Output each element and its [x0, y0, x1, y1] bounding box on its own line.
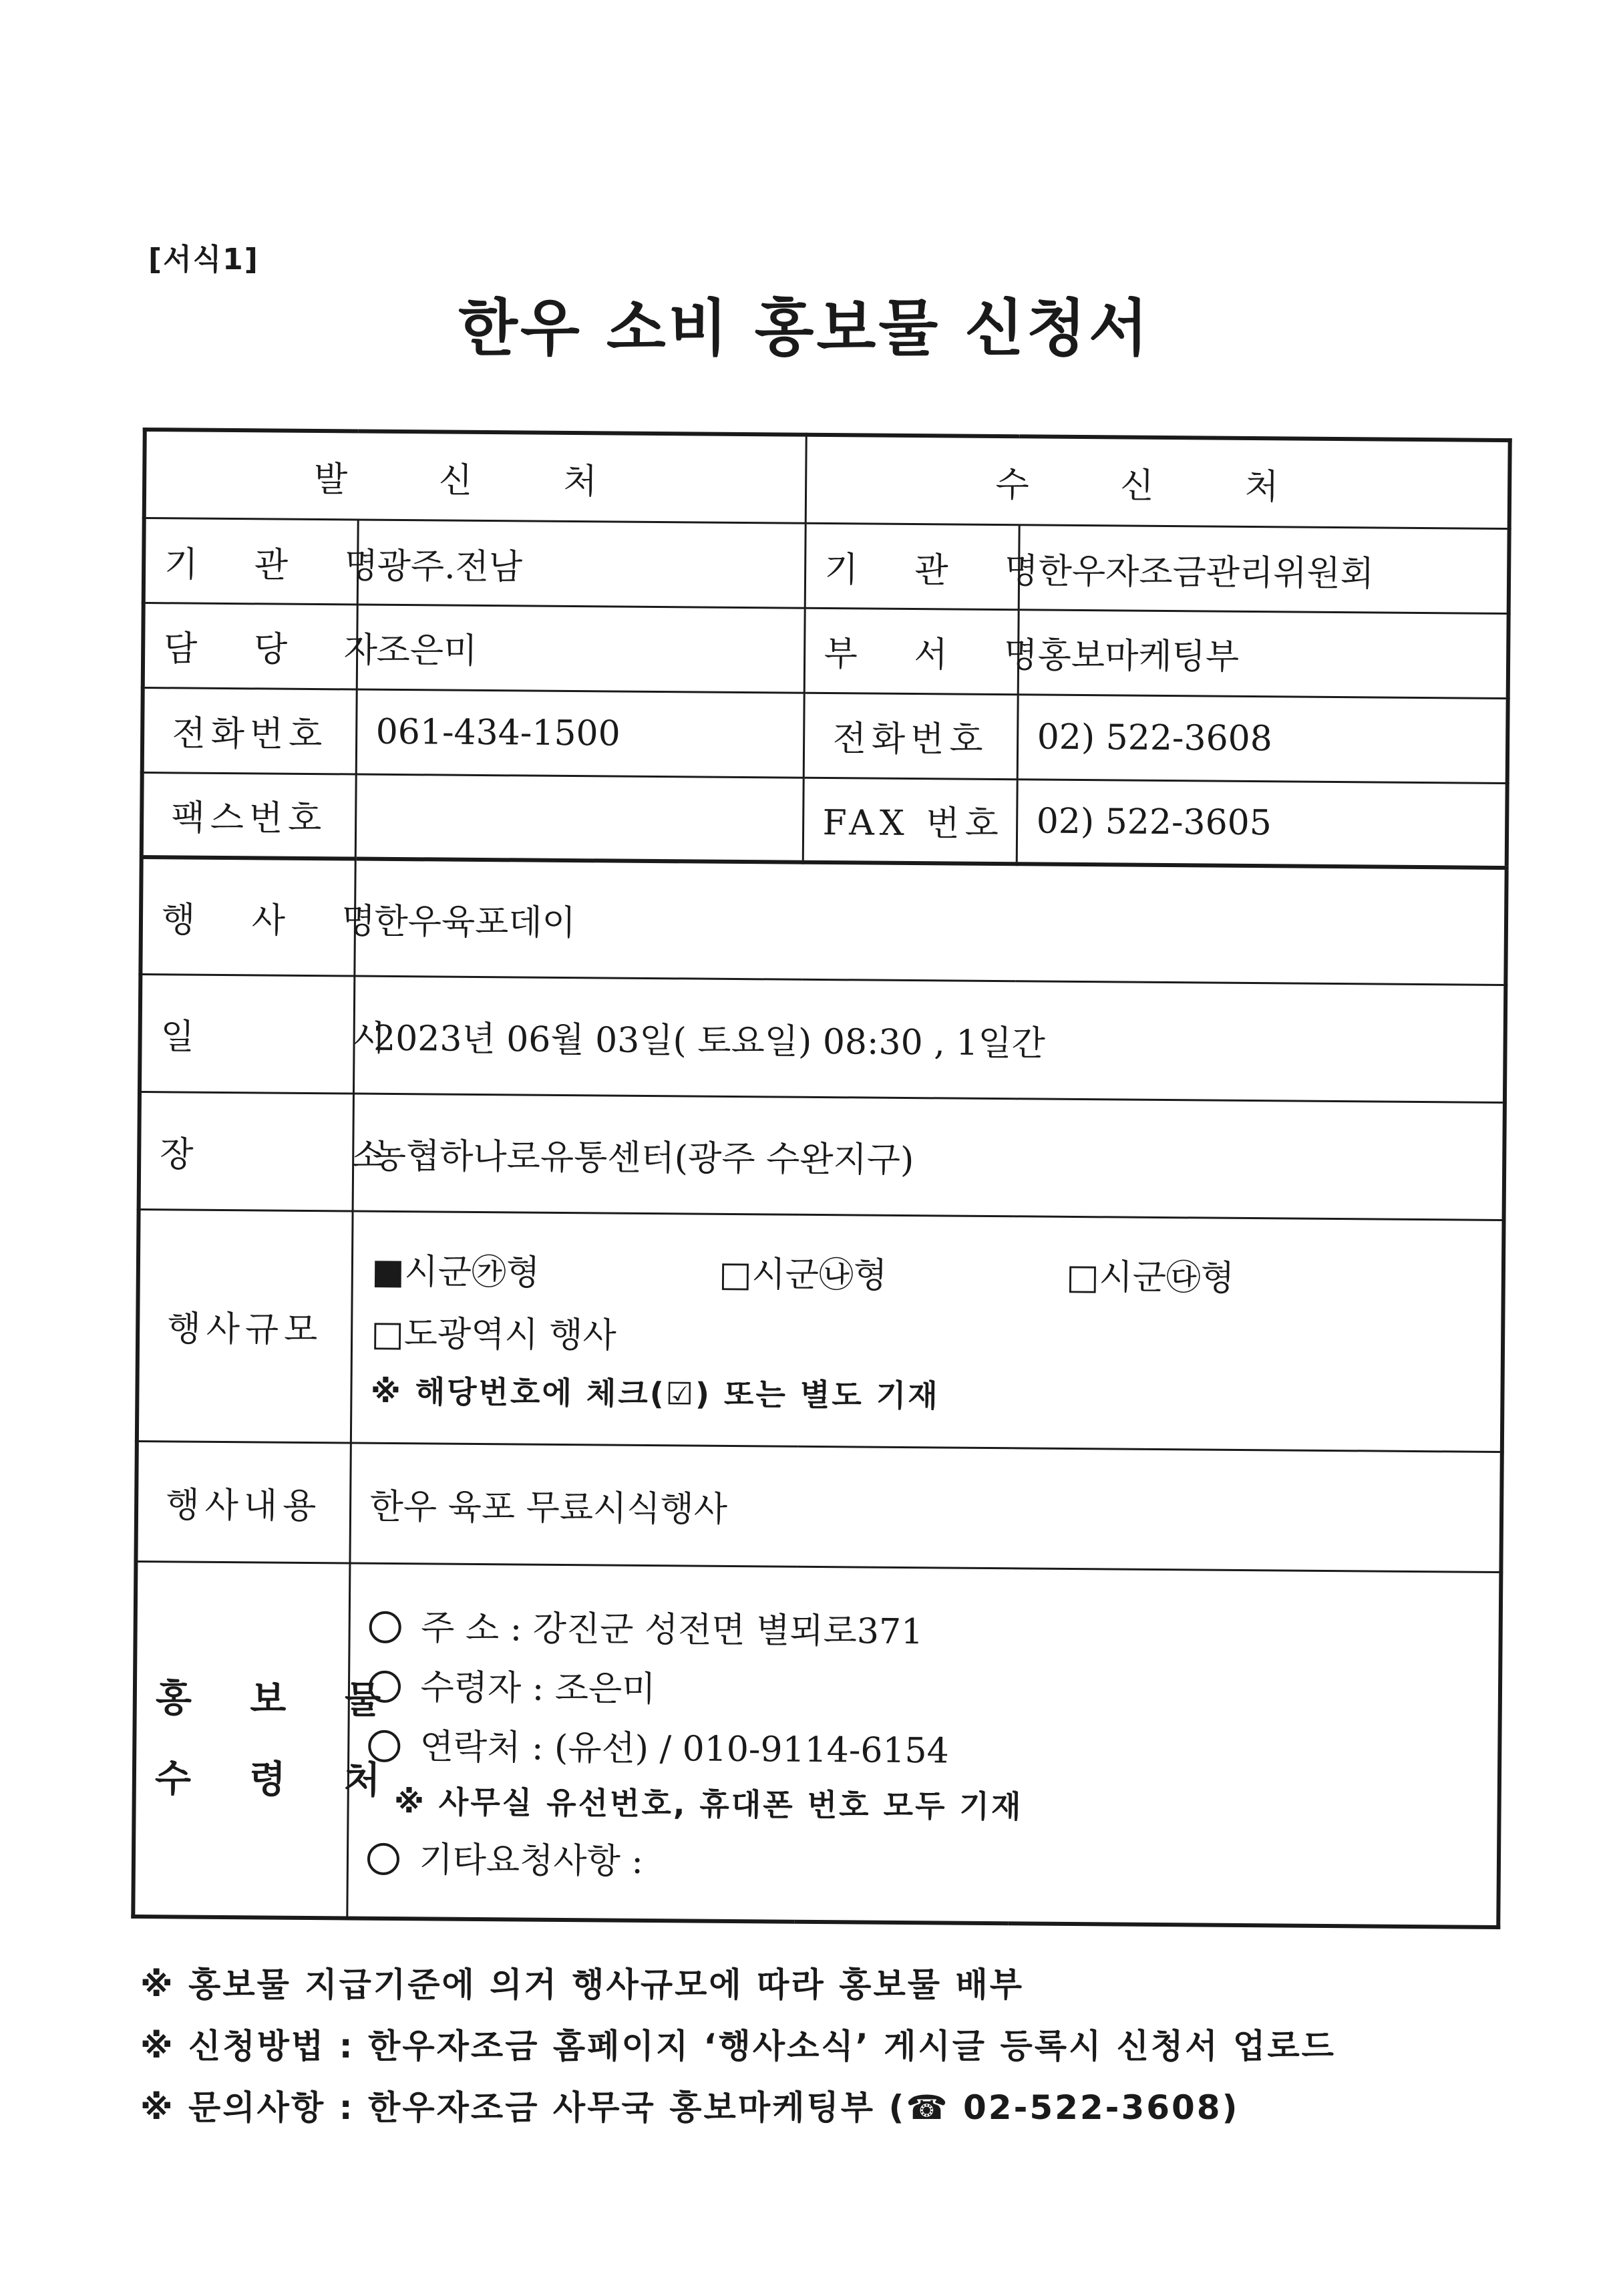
- receiver-phone-label: 전화번호: [803, 693, 1018, 779]
- recipient-other: 기타요청사항 :: [419, 1840, 644, 1882]
- recipient-details-cell: [347, 1563, 1501, 1927]
- contact-row: [143, 603, 1509, 699]
- application-form: [131, 428, 1511, 1929]
- receiver-agency-label: 기 관 명: [805, 524, 1019, 610]
- event-content-value: 한우 육포 무료시식행사: [349, 1443, 1501, 1572]
- recipient-label-line2: 수 령 처: [154, 1756, 403, 1803]
- event-scale-cell: [351, 1211, 1504, 1452]
- form-header-row: [144, 430, 1510, 529]
- receiver-fax-label: FAX 번호: [803, 778, 1017, 864]
- recipient-address: 주 소 : 강진군 성전면 별뫼로371: [420, 1608, 924, 1653]
- receiver-agency-value: 한우자조금관리위원회: [1019, 525, 1509, 613]
- circle-bullet-icon: [368, 1671, 400, 1703]
- sender-fax-value: [355, 774, 803, 862]
- recipient-label-cell: [133, 1561, 404, 1918]
- footer-note-application-method: ※ 신청방법 : 한우자조금 홈페이지 ‘행사소식’ 게시글 등록시 신청서 업로드: [140, 2027, 1336, 2066]
- footer-notes: [140, 1954, 1336, 2138]
- phone-row: [142, 687, 1508, 783]
- scale-option-si-gun-da[interactable]: □시군㉰형: [1066, 1257, 1235, 1299]
- scale-option-metro-city[interactable]: □도광역시 행사: [371, 1313, 616, 1356]
- circle-bullet-icon: [369, 1611, 401, 1643]
- sender-contact-value: 조은미: [357, 605, 805, 693]
- circle-bullet-icon: [368, 1730, 400, 1762]
- event-place-value: 농협하나로유통센터(광주 수완지구): [353, 1094, 1505, 1220]
- page-title: 한우 소비 홍보물 신청서: [458, 293, 1151, 364]
- recipient-row: [133, 1561, 1501, 1927]
- footer-note-distribution: ※ 홍보물 지급기준에 의거 행사규모에 따라 홍보물 배부: [140, 1965, 1025, 2004]
- receiver-dept-value: 홍보마케팅부: [1018, 610, 1509, 698]
- recipient-contact-line: [368, 1718, 1479, 1777]
- receiver-dept-label: 부 서 명: [804, 608, 1019, 694]
- sender-agency-value: 광주.전남: [357, 520, 806, 608]
- event-name-label: 행 사 명: [140, 857, 355, 976]
- event-place-label: 장 소: [139, 1092, 353, 1210]
- footer-note-inquiry: ※ 문의사항 : 한우자조금 사무국 홍보마케팅부 (☎ 02-522-3608): [140, 2088, 1240, 2127]
- recipient-note: ※ 사무실 유선번호, 휴대폰 번호 모두 기재: [393, 1784, 1023, 1825]
- scale-option-si-gun-ga[interactable]: ■시군㉮형: [371, 1251, 540, 1293]
- recipient-other-line: [367, 1831, 1478, 1890]
- event-datetime-row: [140, 974, 1505, 1102]
- form-number-label: [서식1]: [148, 242, 259, 277]
- event-datetime-value: 2023년 06월 03일( 토요일) 08:30 , 1일간: [353, 976, 1505, 1102]
- event-datetime-label: 일 시: [140, 974, 354, 1093]
- sender-phone-label: 전화번호: [142, 687, 357, 774]
- scale-note: ※ 해당번호에 체크(☑) 또는 별도 기재: [370, 1373, 940, 1414]
- event-name-value: 한우육포데이: [354, 858, 1506, 985]
- receiver-header: 수 신 처: [806, 435, 1510, 529]
- fax-row: [142, 772, 1507, 868]
- recipient-receiver: 수령자 : 조은미: [420, 1667, 656, 1710]
- sender-phone-value: 061-434-1500: [356, 689, 804, 778]
- sender-header: 발 신 처: [144, 430, 806, 524]
- recipient-address-line: [369, 1599, 1480, 1658]
- circle-bullet-icon: [367, 1843, 399, 1875]
- sender-fax-label: 팩스번호: [142, 772, 356, 858]
- recipient-receiver-line: [368, 1659, 1479, 1717]
- sender-contact-label: 담 당 자: [143, 603, 357, 689]
- event-place-row: [139, 1092, 1505, 1220]
- receiver-fax-value: 02) 522-3605: [1017, 779, 1507, 867]
- scale-option-si-gun-na[interactable]: □시군㉯형: [719, 1254, 888, 1296]
- event-scale-label: 행사규모: [137, 1209, 353, 1443]
- event-scale-row: [137, 1209, 1504, 1452]
- form-table: [131, 428, 1511, 1929]
- agency-row: [144, 518, 1509, 614]
- event-content-row: [136, 1442, 1501, 1573]
- event-name-row: [140, 857, 1506, 985]
- recipient-label-line1: 홍 보 물: [155, 1676, 404, 1723]
- sender-agency-label: 기 관 명: [144, 518, 358, 605]
- receiver-phone-value: 02) 522-3608: [1017, 695, 1508, 783]
- event-content-label: 행사내용: [136, 1442, 350, 1563]
- recipient-contact: 연락처 : (유선) / 010-9114-6154: [419, 1727, 949, 1772]
